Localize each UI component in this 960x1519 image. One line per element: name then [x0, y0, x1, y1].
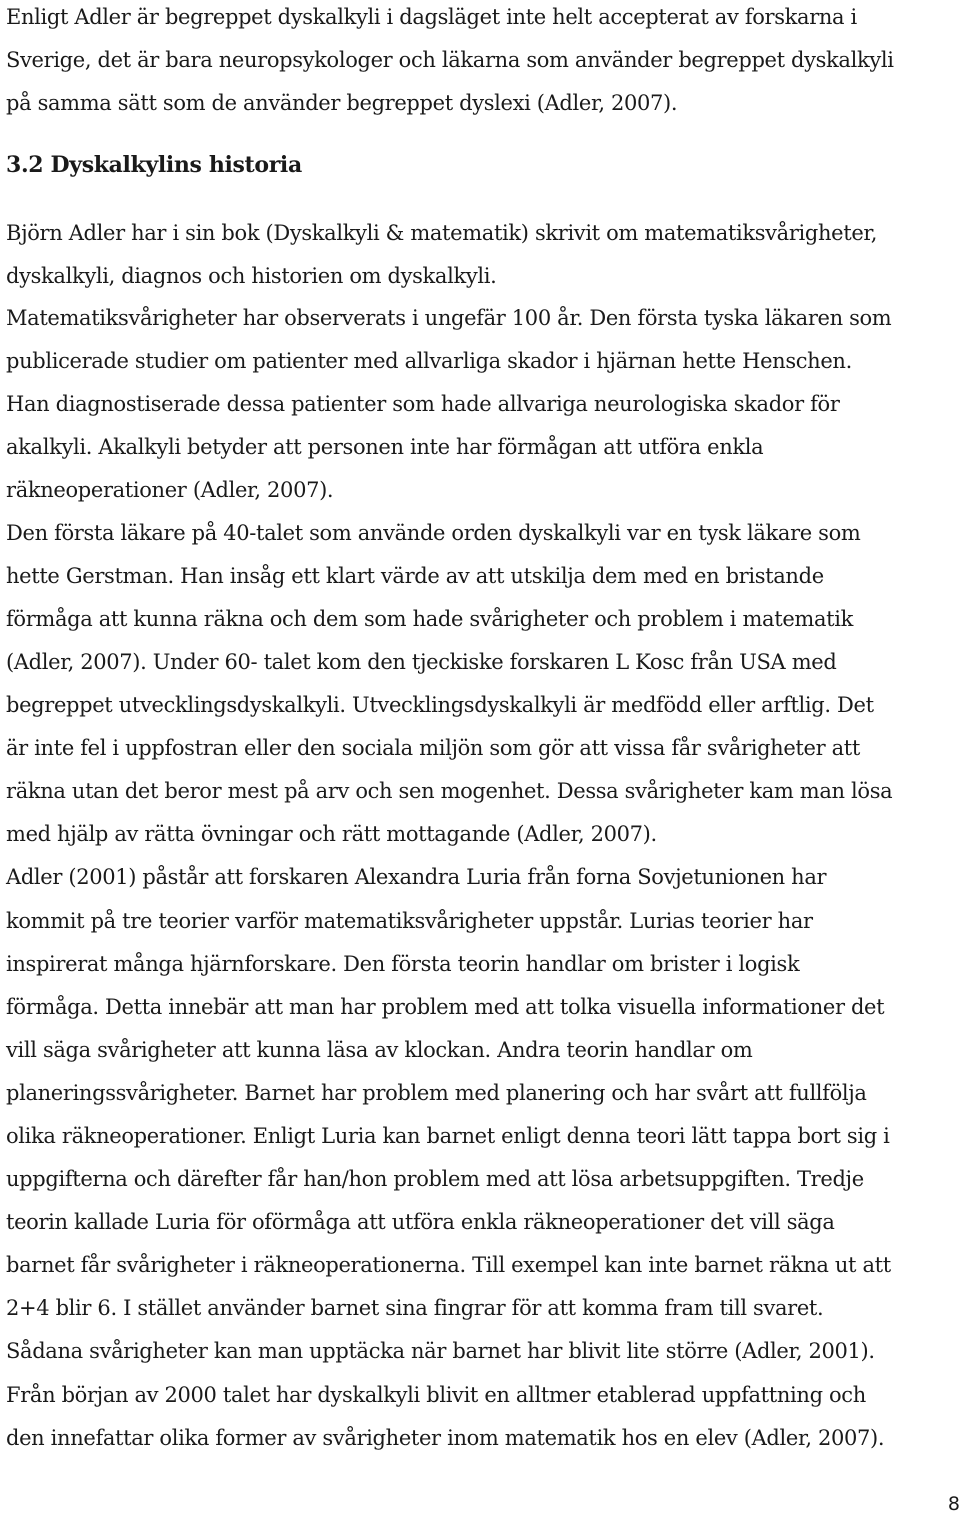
text-line: Sverige, det är bara neuropsykologer och läkarna som använder begreppet dyskalkyli — [6, 48, 894, 72]
text-line: uppgifterna och därefter får han/hon problem med att lösa arbetsuppgiften. Tredje — [6, 1167, 864, 1191]
text-line: hette Gerstman. Han insåg ett klart värde av att utskilja dem med en bristande — [6, 564, 824, 588]
text-line: Matematiksvårigheter har observerats i ungefär 100 år. Den första tyska läkaren som — [6, 306, 892, 330]
text-line: Den första läkare på 40-talet som använde orden dyskalkyli var en tysk läkare som — [6, 521, 861, 545]
text-line: begreppet utvecklingsdyskalkyli. Utvecklingsdyskalkyli är medfödd eller arftlig. Det — [6, 693, 874, 717]
text-line: Sådana svårigheter kan man upptäcka när barnet har blivit lite större (Adler, 2001). — [6, 1339, 875, 1363]
text-line: Han diagnostiserade dessa patienter som hade allvariga neurologiska skador för — [6, 392, 840, 416]
text-line: förmåga att kunna räkna och dem som hade svårigheter och problem i matematik — [6, 607, 853, 631]
text-line: teorin kallade Luria för oförmåga att utföra enkla räkneoperationer det vill säga — [6, 1210, 835, 1234]
text-line: olika räkneoperationer. Enligt Luria kan barnet enligt denna teori lätt tappa bort sig i — [6, 1124, 890, 1148]
text-line: inspirerat många hjärnforskare. Den första teorin handlar om brister i logisk — [6, 952, 800, 976]
text-line: på samma sätt som de använder begreppet dyslexi (Adler, 2007). — [6, 91, 678, 115]
text-line: (Adler, 2007). Under 60- talet kom den tjeckiske forskaren L Kosc från USA med — [6, 650, 837, 674]
text-line: akalkyli. Akalkyli betyder att personen inte har förmågan att utföra enkla — [6, 435, 764, 459]
text-line: Enligt Adler är begreppet dyskalkyli i dagsläget inte helt accepterat av forskarna i — [6, 5, 857, 29]
text-line: den innefattar olika former av svårigheter inom matematik hos en elev (Adler, 2007). — [6, 1426, 885, 1450]
text-line: är inte fel i uppfostran eller den sociala miljön som gör att vissa får svårigheter att — [6, 736, 860, 760]
section-heading: 3.2 Dyskalkylins historia — [6, 152, 302, 178]
text-line: med hjälp av rätta övningar och rätt mottagande (Adler, 2007). — [6, 822, 657, 846]
text-line: förmåga. Detta innebär att man har problem med att tolka visuella informationer det — [6, 995, 885, 1019]
text-line: barnet får svårigheter i räkneoperationerna. Till exempel kan inte barnet räkna ut att — [6, 1253, 891, 1277]
text-line: vill säga svårigheter att kunna läsa av klockan. Andra teorin handlar om — [6, 1038, 753, 1062]
text-line: Björn Adler har i sin bok (Dyskalkyli & matematik) skrivit om matematiksvårigheter, — [6, 221, 878, 245]
text-line: Från början av 2000 talet har dyskalkyli blivit en alltmer etablerad uppfattning och — [6, 1383, 866, 1407]
text-line: 2+4 blir 6. I stället använder barnet sina fingrar för att komma fram till svaret. — [6, 1296, 824, 1320]
text-line: kommit på tre teorier varför matematiksvårigheter uppstår. Lurias teorier har — [6, 909, 813, 933]
page-number: 8 — [947, 1493, 960, 1515]
text-line: räkneoperationer (Adler, 2007). — [6, 478, 334, 502]
text-line: planeringssvårigheter. Barnet har problem med planering och har svårt att fullfölja — [6, 1081, 867, 1105]
text-line: publicerade studier om patienter med allvarliga skador i hjärnan hette Henschen. — [6, 349, 852, 373]
text-line: räkna utan det beror mest på arv och sen mogenhet. Dessa svårigheter kam man lösa — [6, 779, 893, 803]
text-line: dyskalkyli, diagnos och historien om dyskalkyli. — [6, 264, 497, 288]
text-line: Adler (2001) påstår att forskaren Alexandra Luria från forna Sovjetunionen har — [6, 865, 827, 889]
